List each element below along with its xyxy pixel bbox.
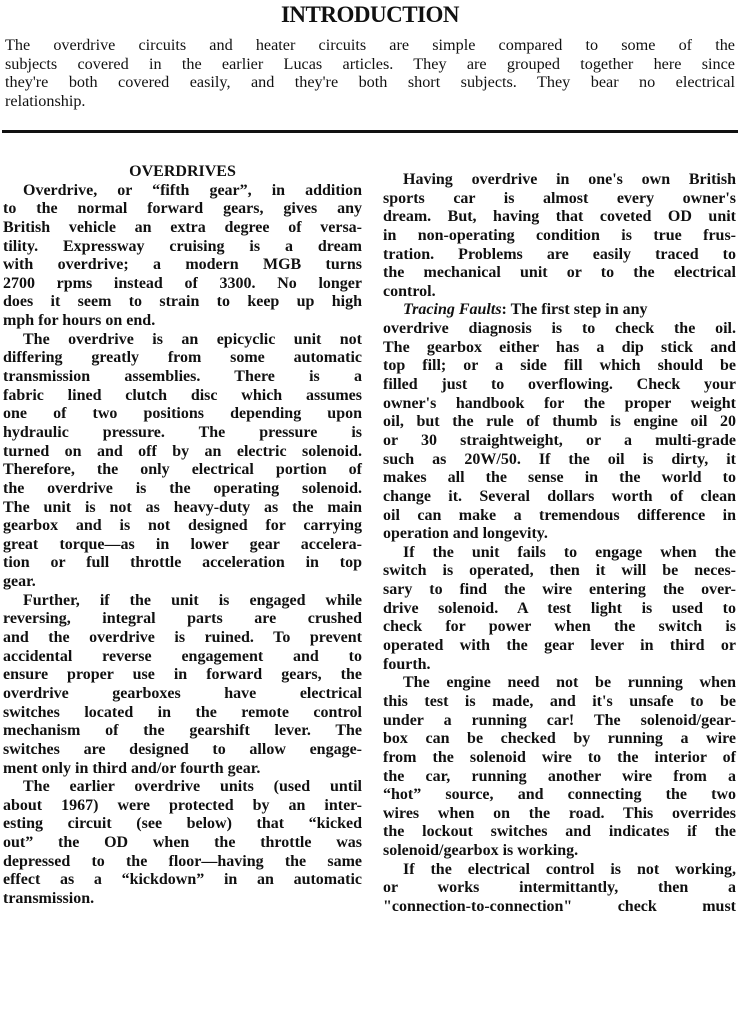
text-line: owner's handbook for the proper weight: [383, 394, 736, 412]
text-line: one of two positions depending upon: [3, 405, 362, 423]
text-line: the lockout switches and indicates if the: [383, 823, 736, 841]
text-line: transmission.: [3, 889, 95, 907]
intro-paragraph: [5, 36, 735, 111]
text-line: such as 20W/50. If the oil is dirty, it: [383, 450, 736, 468]
text-line: ment only in third and/or fourth gear.: [3, 759, 261, 777]
text-line: Further, if the unit is engaged while: [23, 591, 362, 609]
text-line: ensure proper use in forward gears, the: [3, 666, 362, 684]
text-line: from the solenoid wire to the interior of: [383, 748, 736, 766]
text-line: the car, running another wire from a: [383, 767, 736, 785]
text-line: check for power when the switch is: [383, 618, 736, 636]
text-line: 2700 rpms instead of 3300. No longer: [3, 274, 362, 292]
text-line: and the overdrive is ruined. To prevent: [3, 629, 362, 647]
text-line: depressed to the floor—having the same: [3, 852, 362, 870]
text-line: does it seem to strain to keep up high: [3, 293, 362, 311]
text-line: gearbox and is not designed for carrying: [3, 517, 362, 535]
text-line: The unit is not as heavy-duty as the main: [3, 498, 362, 516]
text-line: Overdrive, or “fifth gear”, in addition: [23, 181, 362, 199]
page-title: INTRODUCTION: [280, 2, 460, 27]
text-line: change it. Several dollars worth of clean: [383, 487, 736, 505]
text-line: fourth.: [383, 655, 431, 673]
text-line: operated with the gear lever in third or: [383, 637, 736, 655]
text-line: turned on and off by an electric solenoid.: [3, 442, 362, 460]
section-divider: [2, 130, 738, 133]
text-line: sports car is almost every owner's: [383, 189, 736, 207]
text-line: switches located in the remote control: [3, 703, 362, 721]
text-line: Having overdrive in one's own British: [403, 171, 736, 188]
text-line: the overdrive is the operating solenoid.: [3, 479, 362, 497]
text-line: “hot” source, and connecting the two: [383, 786, 736, 804]
intro-line: they're both covered easily, and they're both short subjects. They bear no electrical: [5, 73, 735, 92]
text-line: in non-operating condition is true frus-: [383, 226, 736, 244]
text-line: with overdrive; a modern MGB turns: [3, 256, 362, 274]
text-line: dream. But, having that coveted OD unit: [383, 208, 736, 226]
text-line: oil can make a tremendous difference in: [383, 506, 736, 524]
text-line: Therefore, the only electrical portion of: [3, 461, 362, 479]
text-line: hydraulic pressure. The pressure is: [3, 423, 362, 441]
text-line: top fill; or a side fill which should be: [383, 357, 736, 375]
text-fragment: : The first step in any: [501, 301, 648, 319]
text-line: mechanism of the gearshift lever. The: [3, 722, 362, 740]
text-line: esting circuit (see below) that “kicked: [3, 815, 362, 833]
text-line: "connection-to-connection" check must: [383, 897, 736, 915]
text-line: to the normal forward gears, gives any: [3, 200, 362, 218]
text-line: If the electrical control is not working,: [403, 860, 736, 878]
text-line: [383, 301, 736, 320]
text-line: British vehicle an extra degree of versa-: [3, 218, 362, 236]
intro-line: subjects covered in the earlier Lucas articles. They are grouped together here since: [5, 54, 735, 73]
right-column: [383, 171, 736, 917]
text-line: operation and longevity.: [383, 525, 548, 543]
text-line: The engine need not be running when: [403, 674, 736, 692]
section-heading: OVERDRIVES: [129, 163, 236, 180]
text-line: overdrive diagnosis is to check the oil.: [383, 320, 736, 338]
text-line: fabric lined clutch disc which assumes: [3, 386, 362, 404]
text-line: If the unit fails to engage when the: [403, 543, 736, 561]
text-line: tration. Problems are easily traced to: [383, 245, 736, 263]
text-line: sary to find the wire entering the over-: [383, 581, 736, 599]
text-line: mph for hours on end.: [3, 312, 156, 330]
text-line: drive solenoid. A test light is used to: [383, 599, 736, 617]
text-line: reversing, integral parts are crushed: [3, 610, 362, 628]
intro-line: relationship.: [5, 91, 86, 110]
text-line: makes all the sense in the world to: [383, 469, 736, 487]
text-line: The gearbox either has a dip stick and: [383, 338, 736, 356]
text-line: The overdrive is an epicyclic unit not: [23, 330, 362, 348]
text-line: gear.: [3, 573, 36, 591]
text-line: solenoid/gearbox is working.: [383, 842, 579, 860]
text-line: switches are designed to allow engage-: [3, 740, 362, 758]
text-line: the mechanical unit or to the electrical: [383, 264, 736, 282]
text-line: great torque—as in lower gear accelera-: [3, 535, 362, 553]
intro-line: The overdrive circuits and heater circuits are simple compared to some of the: [5, 36, 735, 54]
left-column: [3, 163, 362, 909]
text-line: switch is operated, then it will be neces-: [383, 562, 736, 580]
text-line: filled just to overflowing. Check your: [383, 376, 736, 394]
text-line: accidental reverse engagement and to: [3, 647, 362, 665]
text-line: tility. Expressway cruising is a dream: [3, 237, 362, 255]
text-line: box can be checked by running a wire: [383, 730, 736, 748]
text-line: differing greatly from some automatic: [3, 349, 362, 367]
text-line: oil, but the rule of thumb is engine oil 20: [383, 413, 736, 431]
text-line: or 30 straightweight, or a multi-grade: [383, 431, 736, 449]
text-line: control.: [383, 282, 436, 300]
text-line: under a running car! The solenoid/gear-: [383, 711, 736, 729]
text-line: about 1967) were protected by an inter-: [3, 796, 362, 814]
text-line: or works intermittantly, then a: [383, 879, 736, 897]
subheading-tracing-faults: Tracing Faults: [403, 301, 502, 319]
text-line: tion or full throttle acceleration in top: [3, 554, 362, 572]
text-line: effect as a “kickdown” in an automatic: [3, 871, 362, 889]
text-line: overdrive gearboxes have electrical: [3, 684, 362, 702]
text-line: The earlier overdrive units (used until: [23, 778, 362, 796]
text-line: transmission assemblies. There is a: [3, 368, 362, 386]
text-line: wires when on the road. This overrides: [383, 804, 736, 822]
text-line: this test is made, and it's unsafe to be: [383, 692, 736, 710]
text-line: out” the OD when the throttle was: [3, 834, 362, 852]
